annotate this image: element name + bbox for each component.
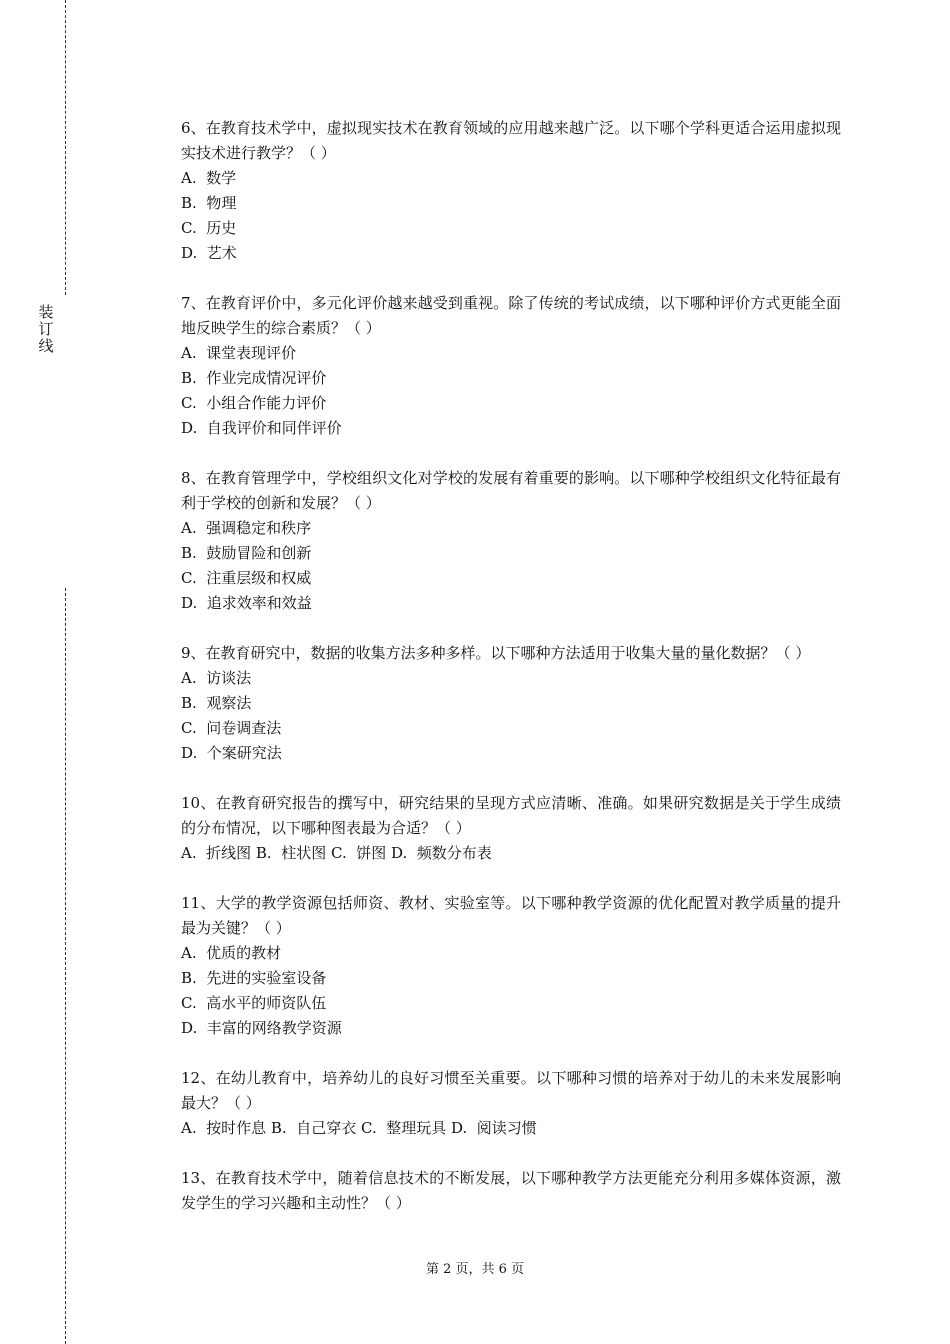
- question-9: [181, 641, 841, 766]
- option-d: D. 艺术: [181, 244, 237, 262]
- question-stem: 8、在教育管理学中，学校组织文化对学校的发展有着重要的影响。以下哪种学校组织文化特征最有利于学校的创新和发展？（ ）: [181, 469, 841, 512]
- question-stem: 10、在教育研究报告的撰写中，研究结果的呈现方式应清晰、准确。如果研究数据是关于学生成绩的分布情况，以下哪种图表最为合适？（ ）: [181, 794, 841, 837]
- question-6: [181, 116, 841, 266]
- option-b: B. 先进的实验室设备: [181, 969, 327, 987]
- option-c: C. 注重层级和权威: [181, 569, 312, 587]
- question-stem: 12、在幼儿教育中，培养幼儿的良好习惯至关重要。以下哪种习惯的培养对于幼儿的未来发展影响最大？（ ）: [181, 1069, 841, 1112]
- option-a: A. 课堂表现评价: [181, 344, 297, 362]
- option-b: B. 鼓励冒险和创新: [181, 544, 312, 562]
- question-list: [181, 116, 841, 1241]
- binding-dashed-line-top: [65, 0, 66, 295]
- options-inline: A. 折线图 B. 柱状图 C. 饼图 D. 频数分布表: [181, 844, 492, 862]
- question-12: [181, 1066, 841, 1141]
- option-d: D. 丰富的网络教学资源: [181, 1019, 342, 1037]
- question-stem: 7、在教育评价中，多元化评价越来越受到重视。除了传统的考试成绩，以下哪种评价方式更能全面地反映学生的综合素质？（ ）: [181, 294, 841, 337]
- question-8: [181, 466, 841, 616]
- option-d: D. 自我评价和同伴评价: [181, 419, 342, 437]
- option-a: A. 强调稳定和秩序: [181, 519, 312, 537]
- question-11: [181, 891, 841, 1041]
- question-10: [181, 791, 841, 866]
- question-stem: 11、大学的教学资源包括师资、教材、实验室等。以下哪种教学资源的优化配置对教学质量的提升最为关键？（ ）: [181, 894, 841, 937]
- option-a: A. 访谈法: [181, 669, 252, 687]
- binding-label: 装订线: [38, 303, 54, 355]
- option-a: A. 优质的教材: [181, 944, 282, 962]
- options-inline: A. 按时作息 B. 自己穿衣 C. 整理玩具 D. 阅读习惯: [181, 1119, 537, 1137]
- question-stem: 6、在教育技术学中，虚拟现实技术在教育领域的应用越来越广泛。以下哪个学科更适合运用虚拟现实技术进行教学？（ ）: [181, 119, 841, 162]
- option-c: C. 高水平的师资队伍: [181, 994, 327, 1012]
- page-footer: 第 2 页，共 6 页: [425, 1262, 525, 1277]
- option-b: B. 观察法: [181, 694, 252, 712]
- option-c: C. 历史: [181, 219, 237, 237]
- option-d: D. 追求效率和效益: [181, 594, 312, 612]
- question-13: [181, 1166, 841, 1216]
- question-stem: 9、在教育研究中，数据的收集方法多种多样。以下哪种方法适用于收集大量的量化数据？（ ）: [181, 644, 811, 662]
- option-c: C. 小组合作能力评价: [181, 394, 327, 412]
- option-d: D. 个案研究法: [181, 744, 282, 762]
- option-a: A. 数学: [181, 169, 237, 187]
- option-c: C. 问卷调查法: [181, 719, 282, 737]
- binding-dashed-line-bottom: [65, 588, 66, 1344]
- option-b: B. 作业完成情况评价: [181, 369, 327, 387]
- question-stem: 13、在教育技术学中，随着信息技术的不断发展，以下哪种教学方法更能充分利用多媒体资源，激发学生的学习兴趣和主动性？（ ）: [181, 1169, 841, 1212]
- option-b: B. 物理: [181, 194, 237, 212]
- question-7: [181, 291, 841, 441]
